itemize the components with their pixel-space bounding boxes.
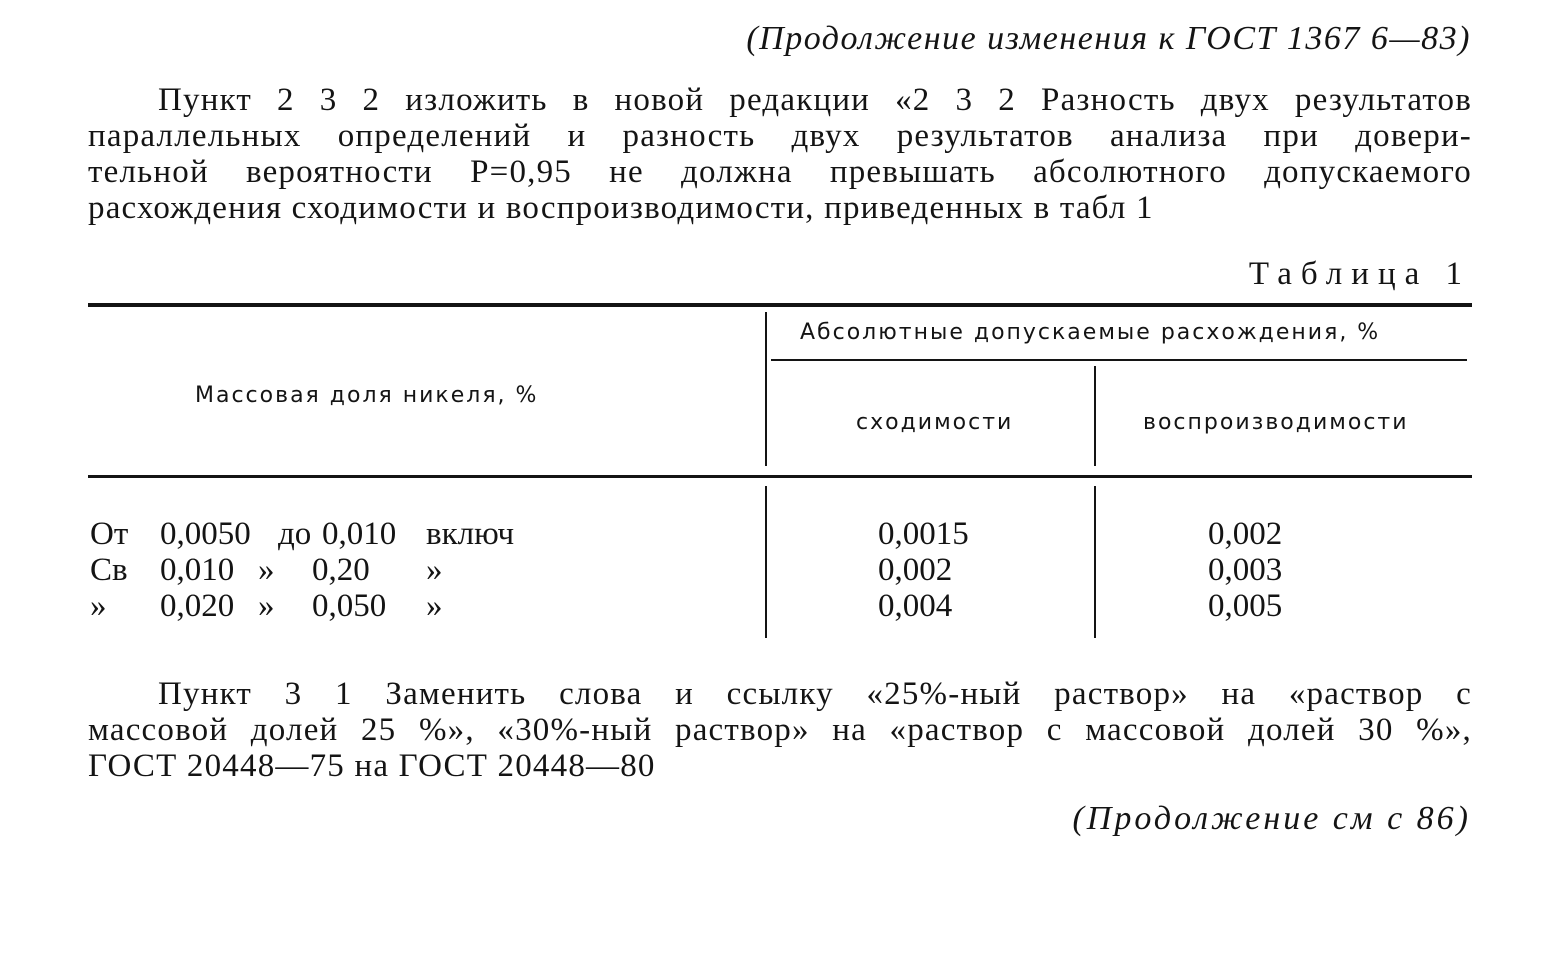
- range-to-word: »: [258, 588, 275, 624]
- paragraph-line: тельной вероятности Р=0,95 не должна превышать абсолютного допускаемого: [88, 154, 1472, 190]
- table-cell: 0,0015: [878, 516, 969, 552]
- range-from: 0,020: [160, 588, 235, 624]
- table-row: [90, 516, 514, 552]
- paragraph-clause-2-3-2: [88, 82, 1472, 226]
- table-cell: 0,004: [878, 588, 953, 624]
- paragraph-clause-3-1: [88, 676, 1472, 784]
- reproducibility-column: [1208, 516, 1282, 624]
- header-reproducibility: воспроизводимости: [1143, 410, 1409, 435]
- table-row: [90, 552, 514, 588]
- paragraph-line: массовой долей 25 %», «30%-ный раствор» на «раствор с массовой долей 30 %»,: [88, 712, 1472, 748]
- range-to: 0,010: [322, 516, 397, 552]
- continuation-footer: (Продолжение см с 86): [1072, 800, 1471, 837]
- range-suffix: »: [426, 588, 443, 624]
- paragraph-line: расхождения сходимости и воспроизводимости, приведенных в табл 1: [88, 190, 1154, 226]
- repeatability-column: [878, 516, 969, 624]
- table-cell: 0,002: [878, 552, 953, 588]
- paragraph-line: ГОСТ 20448—75 на ГОСТ 20448—80: [88, 748, 656, 784]
- range-to-word: »: [258, 552, 275, 588]
- header-bottom-rule: [88, 475, 1472, 478]
- column-divider-1-body: [765, 486, 767, 638]
- range-suffix: »: [426, 552, 443, 588]
- paragraph-line: Пункт 2 3 2 изложить в новой редакции «2 3 2 Разность двух результатов: [158, 82, 1472, 118]
- table-label: Таблица 1: [1248, 256, 1471, 292]
- column-divider-2: [1094, 366, 1096, 466]
- paragraph-line: Пункт 3 1 Заменить слова и ссылку «25%-ный раствор» на «раствор с: [158, 676, 1472, 712]
- paragraph-line: параллельных определений и разность двух результатов анализа при довери-: [88, 118, 1472, 154]
- table-cell: 0,002: [1208, 516, 1283, 552]
- range-to-word: до: [278, 516, 312, 552]
- range-suffix: включ: [426, 516, 515, 552]
- table-cell: 0,003: [1208, 552, 1283, 588]
- column-divider-1: [765, 312, 767, 466]
- range-from: 0,0050: [160, 516, 251, 552]
- header-allowed-discrepancies: Абсолютные допускаемые расхождения, %: [800, 320, 1381, 345]
- header-repeatability: сходимости: [856, 410, 1014, 435]
- table-top-rule: [88, 303, 1472, 307]
- table-cell: 0,005: [1208, 588, 1283, 624]
- header-mass-fraction: Массовая доля никеля, %: [195, 383, 539, 408]
- range-to: 0,20: [312, 552, 370, 588]
- table-row: [90, 588, 514, 624]
- range-prefix: Св: [90, 552, 128, 588]
- range-from: 0,010: [160, 552, 235, 588]
- mass-fraction-column: [90, 516, 514, 624]
- range-prefix: От: [90, 516, 129, 552]
- continuation-header: (Продолжение изменения к ГОСТ 1367 6—83): [746, 20, 1471, 57]
- column-divider-2-body: [1094, 486, 1096, 638]
- range-to: 0,050: [312, 588, 387, 624]
- range-prefix: »: [90, 588, 107, 624]
- group-header-underline: [771, 359, 1467, 361]
